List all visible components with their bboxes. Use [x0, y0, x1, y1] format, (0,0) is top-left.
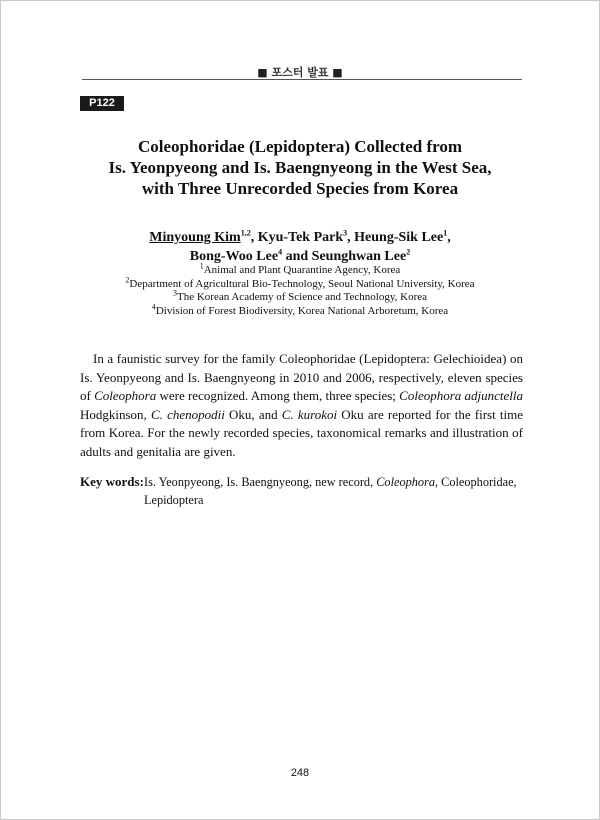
title-line: with Three Unrecorded Species from Korea — [141, 179, 459, 198]
author-affil-mark: 4 — [278, 247, 283, 257]
affiliation-mark: 3 — [173, 288, 177, 298]
author-list — [60, 228, 540, 266]
abstract-italic: Coleophora adjunctella — [399, 388, 524, 403]
abstract-italic: C. kurokoi — [281, 406, 338, 422]
affiliation-mark: 1 — [199, 261, 204, 271]
affiliation-mark: 4 — [151, 301, 156, 311]
author-separator: , — [250, 230, 255, 245]
header-rule — [82, 79, 522, 80]
affiliations — [60, 261, 540, 318]
author-line — [60, 228, 540, 247]
keywords-text — [144, 473, 525, 509]
abstract-text: were recognized. Among them, three species; — [156, 388, 400, 403]
keywords-label: Key words: — [80, 474, 144, 489]
affiliation-text: The Korean Academy of Science and Technology, Korea — [177, 291, 427, 303]
affiliation-text: Animal and Plant Quarantine Agency, Korea — [203, 264, 401, 276]
affiliation-line — [60, 274, 540, 292]
abstract-text: Hodgkinson, — [80, 406, 151, 422]
title-line: Is. Yeonpyeong and Is. Baengnyeong in the West Sea, — [108, 158, 492, 177]
abstract-text: Oku are reported for the first time from Korea. For the newly recorded species, taxonomical remarks and illustration of adults and genitalia are given. — [80, 406, 523, 459]
author-affil-mark: 2 — [406, 247, 411, 257]
author-affil-mark: 3 — [343, 228, 348, 238]
section-header: ■ 포스터 발표 ■ — [257, 66, 343, 79]
author-name: Minyoung Kim — [149, 230, 241, 245]
keywords — [80, 473, 525, 509]
author-affil-mark: 1 — [443, 228, 448, 238]
author-separator: , — [347, 230, 351, 245]
author-name: Kyu-Tek Park — [257, 230, 344, 245]
keywords-text-part: , Coleophoridae, Lepidoptera — [144, 475, 517, 507]
affiliation-text: Department of Agricultural Bio-Technology, Seoul National University, Korea — [129, 277, 475, 290]
abstract-text: In a faunistic survey for the family Coleophoridae (Lepidoptera: Gelechioidea) on Is. Yeonpyeong and Is. Baengnyeong in 2010 and 2006, respectively, eleven species of — [80, 351, 523, 403]
affiliation-text: Division of Forest Biodiversity, Korea National Arboretum, Korea — [155, 304, 449, 317]
keywords-italic: Coleophora — [376, 475, 435, 489]
author-name: Bong-Woo Lee — [189, 249, 279, 264]
affiliation-line — [60, 301, 540, 319]
author-affil-mark: 1,2 — [240, 228, 251, 238]
author-name: Heung-Sik Lee — [354, 230, 444, 245]
author-separator: and — [285, 249, 309, 264]
title-line: Coleophoridae (Lepidoptera) Collected from — [137, 137, 463, 156]
page-number: 248 — [290, 767, 310, 779]
author-separator: , — [447, 230, 451, 245]
abstract-italic: Coleophora — [94, 388, 157, 403]
author-name: Seunghwan Lee — [311, 249, 407, 264]
affiliation-line — [60, 261, 540, 278]
abstract-text: Oku, and — [224, 406, 282, 422]
paper-title — [60, 136, 540, 199]
affiliation-mark: 2 — [125, 274, 130, 284]
affiliation-line — [60, 288, 540, 305]
poster-id-badge: P122 — [80, 96, 124, 111]
abstract-italic: C. chenopodii — [150, 406, 225, 422]
abstract — [80, 350, 523, 461]
keywords-text-part: Is. Yeonpyeong, Is. Baengnyeong, new record, — [144, 475, 377, 489]
